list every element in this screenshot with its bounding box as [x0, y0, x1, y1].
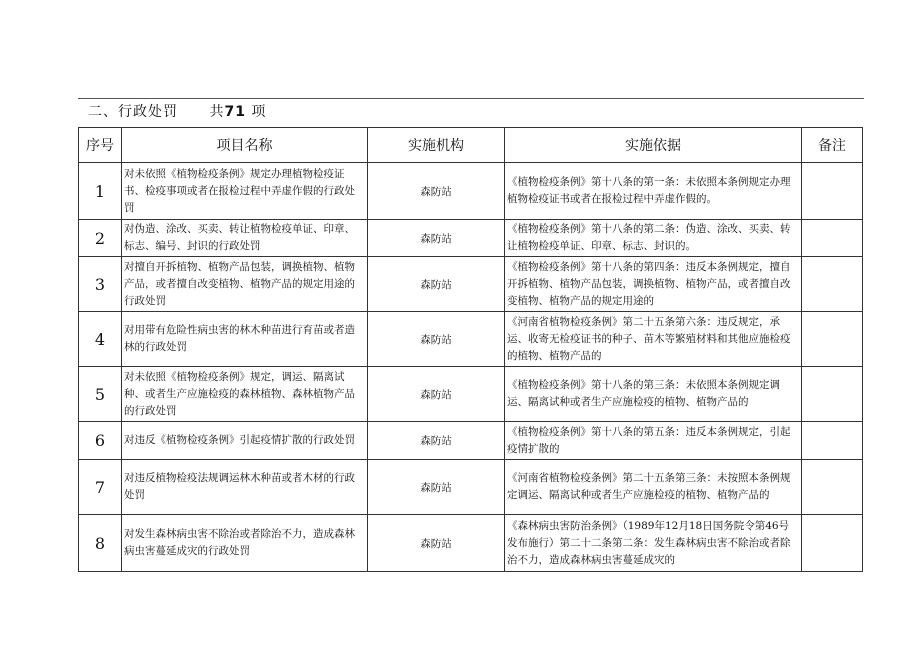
table-row — [79, 367, 863, 422]
row-basis: 《植物检疫条例》第十八条的第一条：未依照本条例规定办理植物检疫证书或者在报检过程中弄虚作假的。 — [505, 163, 802, 220]
row-name: 对违反植物检疫法规调运林木种苗或者木材的行政处罚 — [122, 460, 368, 515]
row-basis: 《植物检疫条例》第十八条的第二条：伪造、涂改、买卖、转让植物检疫单证、印章、标志、封识的。 — [505, 220, 802, 257]
row-basis: 《河南省植物检疫条例》第二十五条第三条：未按照本条例规定调运、隔离试种或者生产应施检疫的植物、植物产品的 — [505, 460, 802, 515]
row-basis: 《河南省植物检疫条例》第二十五条第六条：违反规定，承运、收寄无检疫证书的种子、苗木等繁殖材料和其他应施检疫的植物、植物产品的 — [505, 312, 802, 367]
row-index: 8 — [79, 515, 122, 572]
row-org: 森防站 — [368, 220, 505, 257]
section-title: 二、行政处罚 — [88, 104, 178, 120]
header-note: 备注 — [802, 128, 863, 163]
row-index: 2 — [79, 220, 122, 257]
row-note — [802, 422, 863, 460]
table-row — [79, 163, 863, 220]
table-row — [79, 220, 863, 257]
table-row — [79, 257, 863, 312]
table-row — [79, 515, 863, 572]
row-org: 森防站 — [368, 367, 505, 422]
row-name: 对未依照《植物检疫条例》规定，调运、隔离试种、或者生产应施检疫的森林植物、森林植物产品的行政处罚 — [122, 367, 368, 422]
header-org: 实施机构 — [368, 128, 505, 163]
table-row — [79, 422, 863, 460]
row-note — [802, 257, 863, 312]
row-name: 对发生森林病虫害不除治或者除治不力，造成森林病虫害蔓延成灾的行政处罚 — [122, 515, 368, 572]
row-org: 森防站 — [368, 515, 505, 572]
row-name: 对用带有危险性病虫害的林木种苗进行育苗或者造林的行政处罚 — [122, 312, 368, 367]
top-rule — [78, 98, 864, 99]
section-heading — [88, 101, 266, 121]
row-note — [802, 460, 863, 515]
row-name: 对伪造、涂改、买卖、转让植物检疫单证、印章、标志、编号、封识的行政处罚 — [122, 220, 368, 257]
row-note — [802, 163, 863, 220]
row-index: 6 — [79, 422, 122, 460]
row-basis: 《植物检疫条例》第十八条的第三条：未依照本条例规定调运、隔离试种或者生产应施检疫的植物、植物产品的 — [505, 367, 802, 422]
row-note — [802, 515, 863, 572]
row-name: 对未依照《植物检疫条例》规定办理植物检疫证书、检疫事项或者在报检过程中弄虚作假的行政处罚 — [122, 163, 368, 220]
header-basis: 实施依据 — [505, 128, 802, 163]
row-note — [802, 312, 863, 367]
row-name: 对擅自开拆植物、植物产品包装，调换植物、植物产品，或者擅自改变植物、植物产品的规定用途的行政处罚 — [122, 257, 368, 312]
table-row — [79, 312, 863, 367]
row-index: 1 — [79, 163, 122, 220]
row-org: 森防站 — [368, 163, 505, 220]
row-name: 对违反《植物检疫条例》引起疫情扩散的行政处罚 — [122, 422, 368, 460]
table-row — [79, 460, 863, 515]
row-org: 森防站 — [368, 312, 505, 367]
header-row — [79, 128, 863, 163]
row-org: 森防站 — [368, 460, 505, 515]
row-note — [802, 220, 863, 257]
row-note — [802, 367, 863, 422]
header-index: 序号 — [79, 128, 122, 163]
row-basis: 《植物检疫条例》第十八条的第四条：违反本条例规定，擅自开拆植物、植物产品包装，调换植物、植物产品，或者擅自改变植物、植物产品的规定用途的 — [505, 257, 802, 312]
row-basis: 《植物检疫条例》第十八条的第五条：违反本条例规定，引起疫情扩散的 — [505, 422, 802, 460]
row-index: 4 — [79, 312, 122, 367]
row-index: 5 — [79, 367, 122, 422]
row-basis: 《森林病虫害防治条例》（1989年12月18日国务院令第46号发布施行）第二十二条第二条：发生森林病虫害不除治或者除治不力，造成森林病虫害蔓延成灾的 — [505, 515, 802, 572]
row-org: 森防站 — [368, 257, 505, 312]
row-org: 森防站 — [368, 422, 505, 460]
row-index: 3 — [79, 257, 122, 312]
row-index: 7 — [79, 460, 122, 515]
header-name: 项目名称 — [122, 128, 368, 163]
item-count: 共71 项 — [209, 104, 267, 120]
penalty-table — [78, 127, 863, 572]
